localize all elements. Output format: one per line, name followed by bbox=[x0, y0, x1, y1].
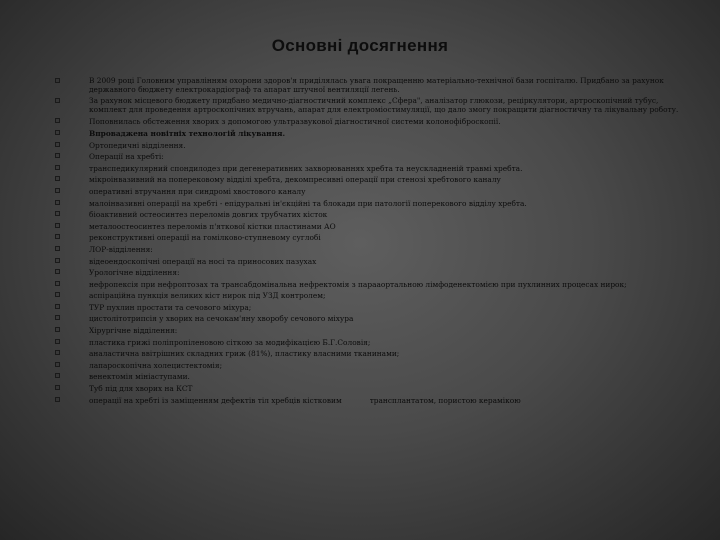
list-item bbox=[55, 267, 695, 279]
list-item bbox=[55, 302, 695, 314]
list-item bbox=[55, 174, 695, 186]
list-item bbox=[55, 325, 695, 337]
list-item bbox=[55, 395, 695, 407]
square-bullet-icon bbox=[55, 188, 60, 193]
list-item bbox=[55, 198, 695, 210]
square-bullet-icon bbox=[55, 385, 60, 390]
square-bullet-icon bbox=[55, 211, 60, 216]
square-bullet-icon bbox=[55, 281, 60, 286]
list-item-text: цистолітотрипсія у хворих на сечокам'яну хворобу сечового міхура bbox=[89, 314, 354, 324]
list-item-text: Хірургічне відділення: bbox=[89, 326, 178, 336]
list-item-text: ЛОР-відділення: bbox=[89, 244, 153, 254]
list-item bbox=[55, 151, 695, 163]
list-item bbox=[55, 163, 695, 175]
list-item-text: Операції на хребті: bbox=[89, 152, 164, 162]
list-item-text: Туб під для хворих на КСТ bbox=[89, 384, 193, 394]
slide-title: Основні досягнення bbox=[271, 36, 449, 55]
list-item-text: Ортопедичні відділення. bbox=[89, 140, 186, 150]
square-bullet-icon bbox=[55, 223, 60, 228]
list-item-text: аналастична ввітрішних складних гриж (81%), пластику власними тканинами; bbox=[89, 349, 400, 359]
list-item bbox=[55, 96, 695, 116]
list-item-text: відеоендоскопічні операції на носі та приносових пазухах bbox=[89, 256, 317, 266]
list-item-text: лапароскопічна холецистектомія; bbox=[89, 360, 223, 370]
square-bullet-icon bbox=[55, 246, 60, 251]
list-item bbox=[55, 337, 695, 349]
list-item-text: малоінвазивні операції на хребті - епідуральні ін'єкційні та блокади при патології поперекового відділу хребта. bbox=[89, 198, 527, 208]
square-bullet-icon bbox=[55, 234, 60, 239]
list-item bbox=[55, 140, 695, 152]
list-item-text-part: операції на хребті із заміщенням дефектів тіл хребців кістковим bbox=[89, 395, 342, 405]
list-item bbox=[55, 371, 695, 383]
square-bullet-icon bbox=[55, 153, 60, 158]
square-bullet-icon bbox=[55, 200, 60, 205]
square-bullet-icon bbox=[55, 165, 60, 170]
list-item bbox=[55, 383, 695, 395]
list-item bbox=[55, 348, 695, 360]
list-item-text: нефропексія при нефроптозах та трансабдомінальна нефректомія з парааортальною лімфоденектомією при пухлинних процесах нирок; bbox=[89, 279, 627, 289]
square-bullet-icon bbox=[55, 258, 60, 263]
square-bullet-icon bbox=[55, 350, 60, 355]
list-item-text: металоостеосинтез переломів п'яткової кістки пластинами АО bbox=[89, 221, 336, 231]
list-item bbox=[55, 313, 695, 325]
list-item-text-part: трансплантатом, пористою керамікою bbox=[369, 395, 521, 405]
list-item-text: В 2009 році Головним управлінням охорони здоров'я приділялась увага покращенню матеріально-технічної бази госпіталю. Придбано за рахунок державного бюджету електрокардіограф та апарат штучної вентиляції легень. bbox=[89, 76, 664, 94]
list-item-text: Впроваджена новітніх технологій лікування. bbox=[89, 128, 286, 138]
list-item bbox=[55, 360, 695, 372]
square-bullet-icon bbox=[55, 142, 60, 147]
list-item bbox=[55, 221, 695, 233]
list-item-text: Поповнилась обстеження хворих з допомогою ультразвукової діагностичної системи колонофіброскопії. bbox=[89, 117, 501, 127]
square-bullet-icon bbox=[55, 315, 60, 320]
list-item-text: оперативні втручання при синдромі хвостового каналу bbox=[89, 186, 306, 196]
square-bullet-icon bbox=[55, 304, 60, 309]
square-bullet-icon bbox=[55, 397, 60, 402]
list-item bbox=[55, 128, 695, 140]
square-bullet-icon bbox=[55, 327, 60, 332]
list-item-text: мікроінвазивний на поперековому відділі хребта, декомпресивні операції при стенозі хребтового каналу bbox=[89, 175, 501, 185]
list-item-text: венектомія мініаступами. bbox=[89, 372, 190, 382]
list-item bbox=[55, 256, 695, 268]
list-item-text bbox=[89, 395, 695, 407]
square-bullet-icon bbox=[55, 78, 60, 83]
list-item bbox=[55, 232, 695, 244]
square-bullet-icon bbox=[55, 362, 60, 367]
square-bullet-icon bbox=[55, 176, 60, 181]
square-bullet-icon bbox=[55, 98, 60, 103]
square-bullet-icon bbox=[55, 130, 60, 135]
square-bullet-icon bbox=[55, 269, 60, 274]
list-item-text: транспедикулярний спондилодез при дегенеративних захворюваннях хребта та неускладненій травмі хребта. bbox=[89, 163, 523, 173]
square-bullet-icon bbox=[55, 373, 60, 378]
list-item bbox=[55, 244, 695, 256]
list-item-text: ТУР пухлин простати та сечового міхура; bbox=[89, 302, 252, 312]
list-item-text: аспіраційна пункція великих кіст нирок під УЗД контролем; bbox=[89, 291, 326, 301]
square-bullet-icon bbox=[55, 118, 60, 123]
list-item bbox=[55, 186, 695, 198]
list-item-text: Урологічне відділення: bbox=[89, 268, 180, 278]
square-bullet-icon bbox=[55, 292, 60, 297]
list-item-text: реконструктивні операції на гомілково-ступневому суглобі bbox=[89, 233, 321, 243]
achievements-list bbox=[55, 76, 695, 406]
list-item-text: пластика грижі поліпропіленовою сіткою за модифікацією Б.Г.Соловія; bbox=[89, 337, 371, 347]
list-item bbox=[55, 209, 695, 221]
list-item-text: біоактивний остеосинтез переломів довгих трубчатих кісток bbox=[89, 210, 328, 220]
list-item bbox=[55, 76, 695, 96]
square-bullet-icon bbox=[55, 339, 60, 344]
list-item-text: За рахунок місцевого бюджету придбано медично-діагностичний комплекс „Сфера", аналізатор глюкози, реціркулятори, артроскопічний тубус, комплект для проведення артроскопічних втручань, апарат для електроміостимуляції, що дало змогу покращити діагностичну та лікувальну роботу. bbox=[89, 96, 679, 114]
list-item bbox=[55, 116, 695, 128]
list-item bbox=[55, 279, 695, 291]
list-item bbox=[55, 290, 695, 302]
